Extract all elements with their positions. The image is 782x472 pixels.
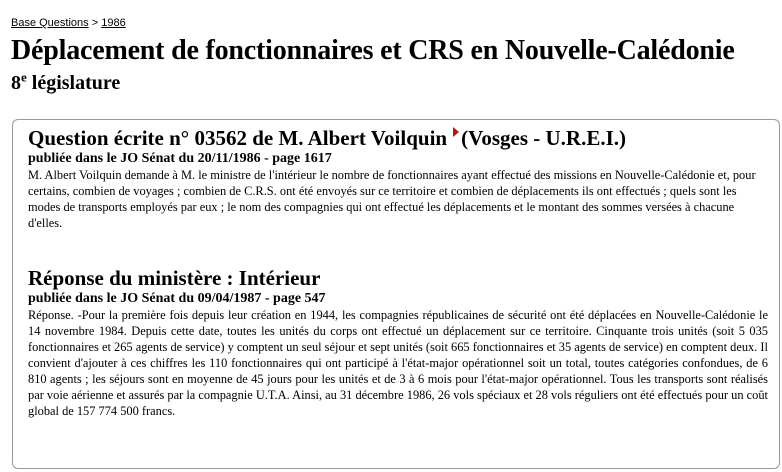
triangle-right-icon <box>453 127 459 137</box>
legislature-number: 8 <box>11 72 21 94</box>
breadcrumb-link-year[interactable]: 1986 <box>101 17 126 29</box>
answer-section <box>28 265 768 419</box>
question-section <box>28 125 768 231</box>
question-heading <box>28 125 768 151</box>
question-heading-prefix: Question écrite n° 03562 de <box>28 126 279 150</box>
answer-publication: publiée dans le JO Sénat du 09/04/1987 - page 547 <box>28 291 326 306</box>
answer-text: Réponse. -Pour la première fois depuis leur création en 1944, les compagnies républicaines de sécurité ont été déplacées en Nouvelle-Calédonie le 14 novembre 1984. Depuis cette date, toutes les unités du corps ont effectué un déplacement sur ce territoire. Cinquante trois unités (soit 5 035 fonctionnaires et 265 agents de service) y comptent un seul séjour et sept unités (soit 665 fonctionnaires et 35 agents de service) en comptent deux. Il convient d'ajouter à ces chiffres les 110 fonctionnaires qui ont participé à l'état-major opérationnel soit un total, toutes catégories confondues, de 6 810 agents ; les séjours sont en moyenne de 45 jours pour les unités et de 3 à 6 mois pour l'état-major opérationnel. Tous les transports sont réalisés par voie aérienne et assurés par la compagnie U.T.A. Ainsi, au 31 décembre 1986, 26 vols spéciaux et 28 vols réguliers ont été effectués pour un coût global de 157 774 500 francs. <box>28 308 768 418</box>
question-card <box>12 119 780 469</box>
legislature-heading <box>11 70 120 96</box>
breadcrumb-separator: > <box>91 17 99 29</box>
breadcrumb <box>11 17 126 30</box>
answer-heading: Réponse du ministère : Intérieur <box>28 266 321 290</box>
legislature-suffix: e <box>21 69 27 85</box>
author-link[interactable]: M. Albert Voilquin <box>278 126 448 150</box>
legislature-label: législature <box>31 72 121 94</box>
question-heading-suffix: (Vosges - U.R.E.I.) <box>461 126 626 150</box>
breadcrumb-link-base-questions[interactable]: Base Questions <box>11 17 89 29</box>
question-publication: publiée dans le JO Sénat du 20/11/1986 - page 1617 <box>28 151 332 166</box>
question-text: M. Albert Voilquin demande à M. le ministre de l'intérieur le nombre de fonctionnaires ayant effectué des missions en Nouvelle-Calédonie et, pour certains, combien de voyages ; combien de C.R.S. ont été envoyés sur ce territoire et combien de déplacements ils ont effectués ; quels sont les modes de transports employés par eux ; le nom des compagnies qui ont effectué les déplacements et le montant des sommes versées à chacune d'elles. <box>28 168 756 230</box>
page-title: Déplacement de fonctionnaires et CRS en Nouvelle-Calédonie <box>11 35 735 66</box>
